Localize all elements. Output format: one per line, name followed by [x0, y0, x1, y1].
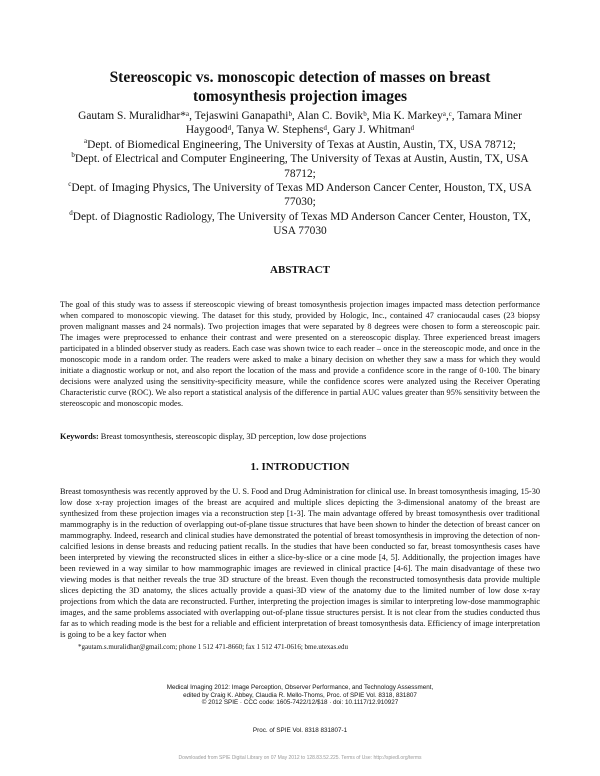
keywords-label: Keywords: [60, 432, 99, 441]
title-line-1: Stereoscopic vs. monoscopic detection of masses on breast [109, 69, 491, 86]
conference-info [100, 684, 500, 707]
keywords-text: Breast tomosynthesis, stereoscopic display, 3D perception, low dose projections [100, 432, 367, 441]
affiliation-c-mark: c [68, 180, 72, 189]
affiliation-c-text: Dept. of Imaging Physics, The University of Texas MD Anderson Cancer Center, Houston, TX, USA 77030; [71, 182, 532, 209]
abstract-heading: ABSTRACT [270, 264, 330, 276]
conference-line-2: edited by Craig K. Abbey, Claudia R. Mello-Thoms, Proc. of SPIE Vol. 8318, 831807 [183, 691, 417, 699]
page-proc-number: Proc. of SPIE Vol. 8318 831807-1 [252, 727, 348, 734]
affiliation-b [60, 152, 540, 181]
paper-title [60, 68, 540, 106]
affiliation-d [60, 210, 540, 239]
affiliation-d-text: Dept. of Diagnostic Radiology, The University of Texas MD Anderson Cancer Center, Houston, TX, USA 77030 [72, 210, 531, 238]
affiliation-b-mark: b [71, 151, 75, 160]
keywords [60, 431, 540, 442]
title-line-2: tomosynthesis projection images [192, 88, 408, 105]
conference-line-3: © 2012 SPIE · CCC code: 1605-7422/12/$18 · doi: 10.1117/12.910927 [201, 699, 399, 707]
corresponding-author-footnote: *gautam.s.muralidhar@gmail.com; phone 1 512 471-8660; fax 1 512 471-0616; bme.utexas.edu [78, 643, 349, 651]
affiliation-c [60, 181, 540, 210]
introduction-text: Breast tomosynthesis was recently approved by the U. S. Food and Drug Administration for clinical use. In breast tomosynthesis imaging, 15-30 low dose x-ray projection images of the breast are acquired and multiple slices depicting the 3-dimensional anatomy of the breast are synthesized from these projection images via a reconstruction step [1-3]. The main advantage offered by breast tomosynthesis over traditional mammography is in the reduction of overlapping out-of-plane tissue structures that have been shown to hinder the detection of breast cancer on mammography. Indeed, research and clinical studies have demonstrated the potential of breast tomosynthesis in improving the detection of non-calcified lesions in dense breasts and reducing patient recalls. In the studies that have been conducted so far, breast tomosynthesis cases have been interpreted by viewing the reconstructed slices in either a slice-by-slice or a cine mode [4, 5]. Additionally, the projection images have been reviewed in a way similar to how mammographic images are reviewed in clinical practice [4-6]. The main disadvantage of these two viewing modes is that neither reveals the true 3D structure of the breast. Even though the reconstructed tomosynthesis data provide multiple slices depicting the 3D anatomy, the slices actually provide a quasi-3D view of the anatomy due to the limited number of low dose x-ray projections from which the data are reconstructed. Further, interpreting the projection images is similar to interpreting low-dose mammographic images, and the same problems associated with overlapping out-of-plane tissue structures persist. It is not clear from the studies conducted thus far as to which reading mode is the best for a reliable and efficient interpretation of breast tomosynthesis data. Efficiency of image interpretation is going to be a key factor when [60, 487, 540, 639]
affiliation-a-mark: a [84, 137, 88, 146]
affiliation-a [60, 138, 540, 152]
affiliation-d-mark: d [69, 209, 73, 218]
conference-line-1: Medical Imaging 2012: Image Perception, Observer Performance, and Technology Assessment, [166, 684, 434, 691]
affiliation-a-text: Dept. of Biomedical Engineering, The University of Texas at Austin, Austin, TX, USA 78712; [87, 138, 516, 151]
introduction-heading: 1. INTRODUCTION [250, 461, 350, 473]
abstract-text: The goal of this study was to assess if stereoscopic viewing of breast tomosynthesis projection images impacted mass detection performance when compared to monoscopic viewing. The dataset for this study, provided by Hologic, Inc., contained 47 craniocaudal cases (23 biopsy proven malignant masses and 24 normals). Two projection images that were separated by 8 degrees were chosen to form a stereoscopic pair. The images were preprocessed to enhance their contrast and were presented on a stereoscopic display. Three experienced breast imagers participated in a blinded observer study as readers. Each case was shown twice to each reader – once in the stereoscopic mode, and once in the monoscopic mode in a random order. The readers were asked to make a binary decision on whether they saw a mass for which they would initiate a diagnostic workup or not, and also report the location of the mass and provide a confidence score in the range of 0-100. The binary decisions were analyzed using the sensitivity-specificity measure, while the confidence scores were analyzed using the Receiver Operating Characteristic curve (ROC). We also report a statistical analysis of the difference in partial AUC values greater than 95% sensitivity between the stereoscopic and monoscopic modes. [60, 300, 540, 408]
download-notice: Downloaded from SPIE Digital Library on 07 May 2012 to 128.83.52.225. Terms of Use: http://spiedl.org/terms [178, 755, 422, 761]
authors-line-1: Gautam S. Muralidhar*ᵃ, Tejaswini Ganapathiᵇ, Alan C. Bovikᵇ, Mia K. Markeyᵃ,ᶜ, Tamara Miner [78, 110, 522, 122]
authors-line-2: Haygoodᵈ, Tanya W. Stephensᵈ, Gary J. Whitmanᵈ [185, 124, 415, 137]
author-block [60, 109, 540, 239]
affiliation-b-text: Dept. of Electrical and Computer Engineering, The University of Texas at Austin, Austin, TX, USA 78712; [74, 153, 529, 180]
